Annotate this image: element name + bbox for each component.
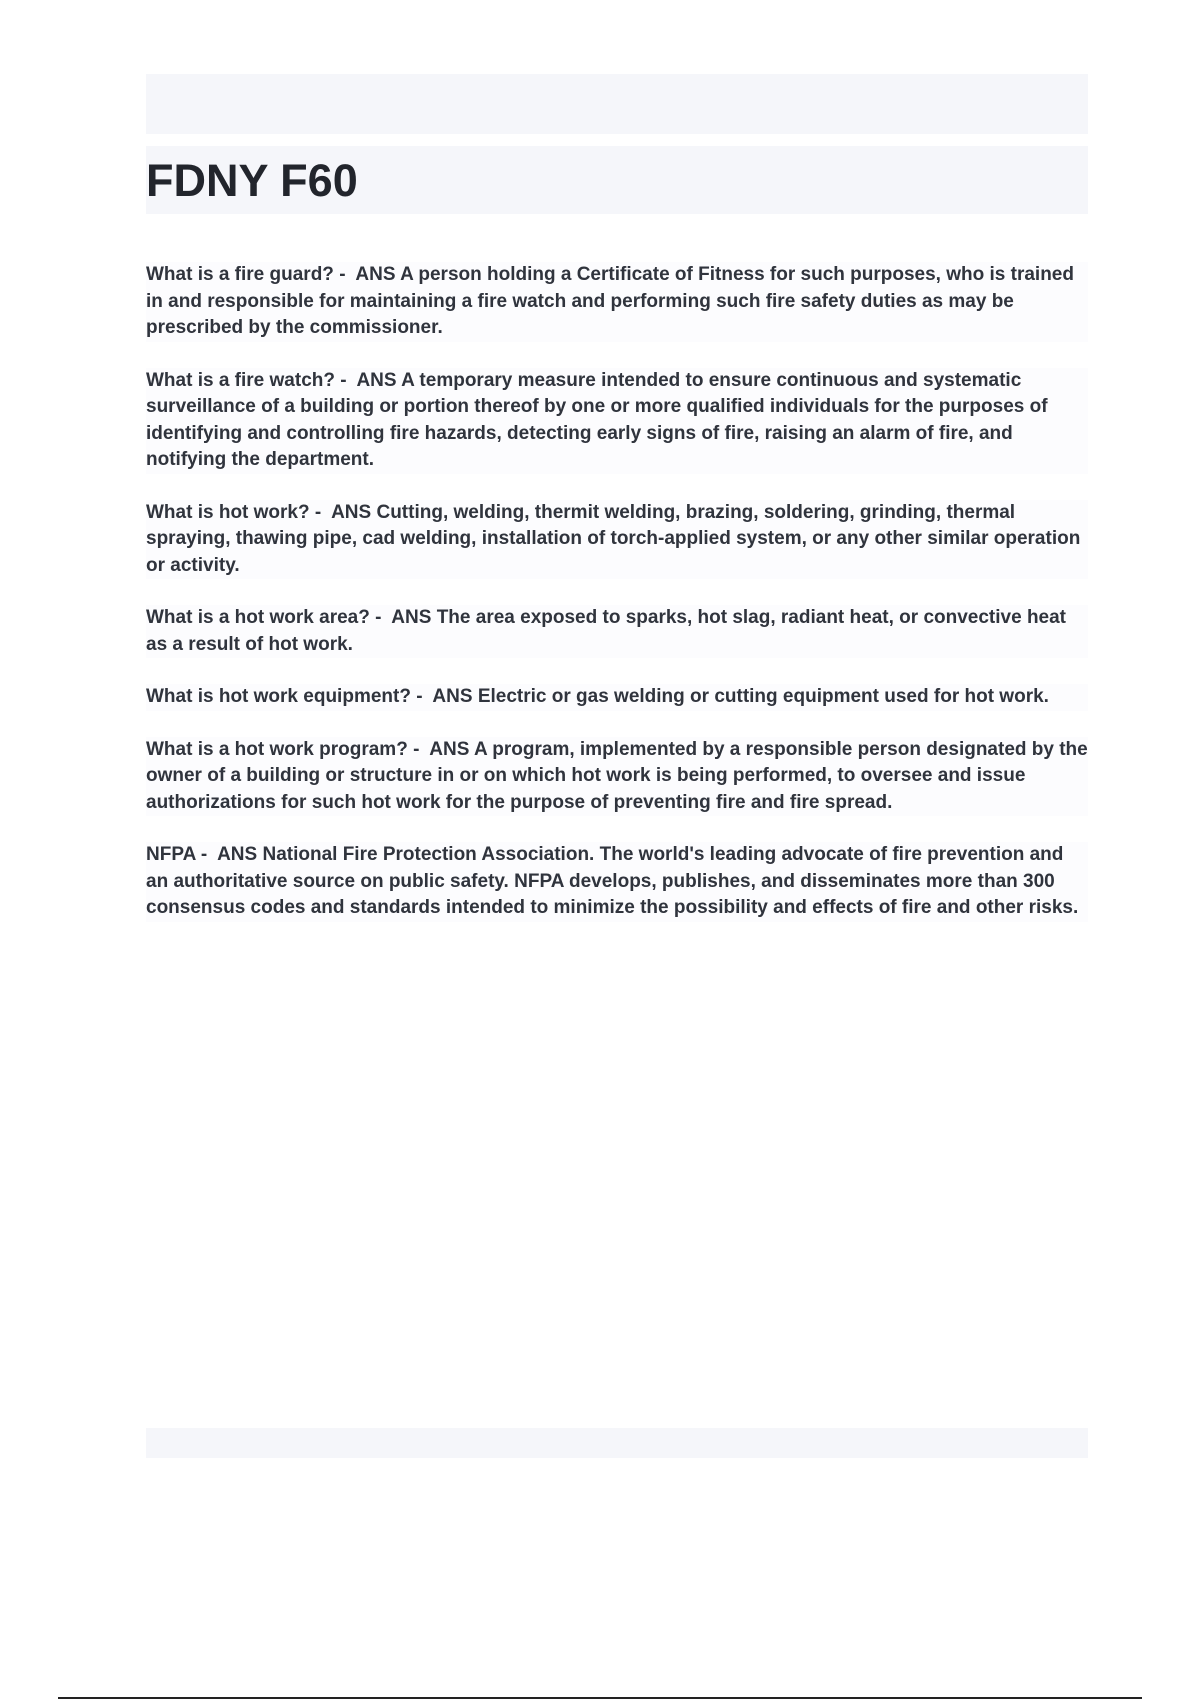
bottom-rule [58, 1697, 1142, 1699]
answer-text: ANS The area exposed to sparks, hot slag, radiant heat, or convective heat as a result of hot work. [146, 607, 1067, 655]
answer-text: ANS A program, implemented by a responsible person designated by the owner of a building or structure in or on which hot work is being performed, to oversee and issue authorizations for such hot work for the purpose of preventing fire and fire spread. [146, 738, 1088, 813]
header-band [146, 74, 1088, 134]
qa-item-hot-work-program: What is a hot work program? - ANS A program, implemented by a responsible person designated by the owner of a building or structure in or on which hot work is being performed, to oversee and issue authorizations for such hot work for the purpose of preventing fire and fire spread. [146, 737, 1088, 817]
answer-text: ANS Electric or gas welding or cutting equipment used for hot work. [432, 686, 1049, 707]
footer-band [146, 1428, 1088, 1458]
question-text: What is hot work? [146, 501, 310, 523]
qa-item-fire-watch: What is a fire watch? - ANS A temporary measure intended to ensure continuous and systematic surveillance of a building or portion thereof by one or more qualified individuals for the purposes of identifying and controlling fire hazards, detecting early signs of fire, raising an alarm of fire, and notifying the department. [146, 368, 1088, 474]
answer-text: ANS A person holding a Certificate of Fitness for such purposes, who is trained in and responsible for maintaining a fire watch and performing such fire safety duties as may be prescribed by the commissioner. [146, 264, 1074, 338]
qa-list [146, 262, 1088, 948]
question-text: What is a fire guard? [146, 264, 334, 285]
question-text: What is a fire watch? [146, 369, 335, 391]
qa-item-hot-work-equipment: What is hot work equipment? - ANS Electric or gas welding or cutting equipment used for hot work. [146, 684, 1088, 711]
answer-text: ANS Cutting, welding, thermit welding, brazing, soldering, grinding, thermal spraying, thawing pipe, cad welding, installation of torch-applied system, or any other similar operation or activity. [146, 501, 1081, 576]
question-text: What is a hot work area? [146, 607, 370, 628]
answer-text: ANS A temporary measure intended to ensure continuous and systematic surveillance of a building or portion thereof by one or more qualified individuals for the purposes of identifying and controlling fire hazards, detecting early signs of fire, raising an alarm of fire, and notifying the department. [146, 369, 1048, 470]
qa-item-nfpa: NFPA - ANS National Fire Protection Association. The world's leading advocate of fire prevention and an authoritative source on public safety. NFPA develops, publishes, and disseminates more than 300 consensus codes and standards intended to minimize the possibility and effects of fire and other risks. [146, 842, 1088, 922]
answer-text: ANS National Fire Protection Association. The world's leading advocate of fire prevention and an authoritative source on public safety. NFPA develops, publishes, and disseminates more than 300 consensus codes and standards intended to minimize the possibility and effects of fire and other risks. [146, 844, 1079, 918]
qa-item-hot-work: What is hot work? - ANS Cutting, welding, thermit welding, brazing, soldering, grinding, thermal spraying, thawing pipe, cad welding, installation of torch-applied system, or any other similar operation or activity. [146, 500, 1088, 580]
question-text: NFPA [146, 844, 196, 865]
qa-item-hot-work-area: What is a hot work area? - ANS The area exposed to sparks, hot slag, radiant heat, or convective heat as a result of hot work. [146, 605, 1088, 658]
question-text: What is a hot work program? [146, 738, 408, 760]
page-title: FDNY F60 [146, 155, 358, 206]
title-band [146, 146, 1088, 214]
question-text: What is hot work equipment? [146, 686, 411, 707]
qa-item-fire-guard: What is a fire guard? - ANS A person holding a Certificate of Fitness for such purposes, who is trained in and responsible for maintaining a fire watch and performing such fire safety duties as may be prescribed by the commissioner. [146, 262, 1088, 342]
